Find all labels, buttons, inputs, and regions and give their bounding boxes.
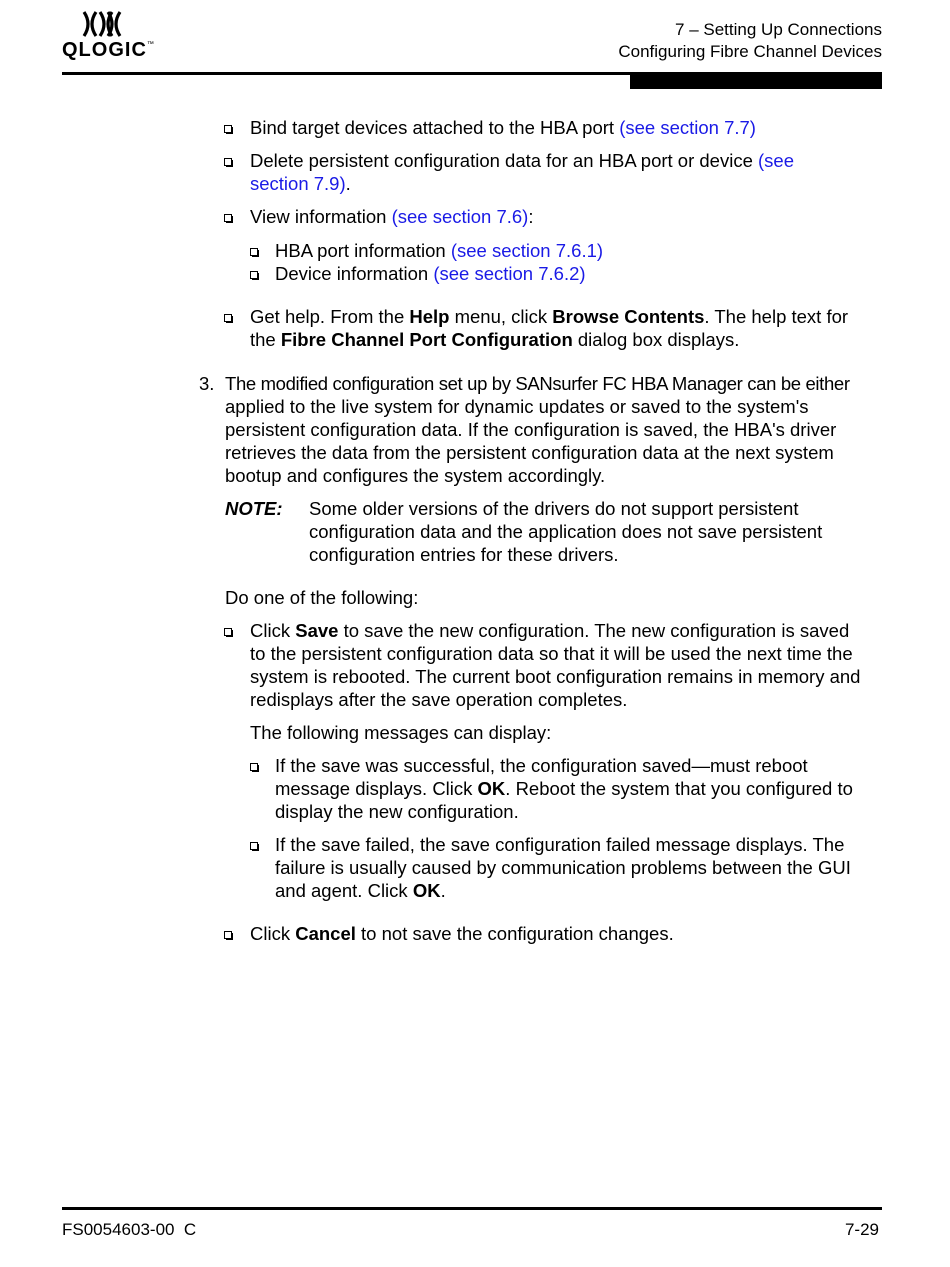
bullet-icon <box>250 262 260 285</box>
msg-success-line: If the save was successful, the configuration saved—must reboot <box>275 755 808 776</box>
save-line: to the persistent configuration data so that it will be used the next time the <box>250 643 853 664</box>
msg-failed-line: failure is usually caused by communication problems between the GUI <box>275 857 851 878</box>
link-section-7-9-b[interactable]: section 7.9) <box>250 173 346 194</box>
do-one-text: Do one of the following: <box>225 587 419 608</box>
bullet-icon <box>250 239 260 262</box>
step3-line: The modified configuration set up by SANsurfer FC HBA Manager can be either <box>225 373 850 394</box>
list-item-save: Click Save to save the new configuration. The new configuration is saved <box>250 620 850 641</box>
list-item-delete: Delete persistent configuration data for an HBA port or device (see <box>250 150 795 171</box>
list-item-view: View information (see section 7.6): <box>250 206 534 227</box>
list-item-delete-cont: section 7.9). <box>250 173 351 194</box>
list-item-device: Device information (see section 7.6.2) <box>275 263 586 284</box>
step3-line: applied to the live system for dynamic updates or saved to the system's <box>225 396 809 417</box>
bullet-icon <box>250 833 260 856</box>
list-item-cancel: Click Cancel to not save the configuration changes. <box>250 923 674 944</box>
msg-success-line: display the new configuration. <box>275 801 519 822</box>
chapter-title: 7 – Setting Up Connections <box>675 20 882 39</box>
header-tab-bar <box>630 75 882 89</box>
link-section-7-6-2[interactable]: (see section 7.6.2) <box>433 263 586 284</box>
note-line: configuration entries for these drivers. <box>309 544 619 565</box>
save-line: redisplays after the save operation completes. <box>250 689 628 710</box>
note-label: NOTE: <box>225 498 283 519</box>
following-messages: The following messages can display: <box>250 722 552 743</box>
logo-wordmark: QLOGIC™ <box>62 39 155 61</box>
bullet-icon <box>224 149 234 172</box>
note-line: Some older versions of the drivers do not support persistent <box>309 498 799 519</box>
msg-failed-line: If the save failed, the save configuration failed message displays. The <box>275 834 845 855</box>
document-id: FS0054603-00 C <box>62 1220 197 1239</box>
step3-line: retrieves the data from the persistent configuration data at the next system <box>225 442 834 463</box>
link-section-7-7[interactable]: (see section 7.7) <box>619 117 756 138</box>
bullet-icon <box>224 305 234 328</box>
msg-success-line: message displays. Click OK. Reboot the system that you configured to <box>275 778 853 799</box>
page-number: 7-29 <box>844 1220 879 1239</box>
qlogic-logo <box>62 10 155 62</box>
section-title: Configuring Fibre Channel Devices <box>618 42 882 61</box>
save-line: system is rebooted. The current boot configuration remains in memory and <box>250 666 861 687</box>
bullet-icon <box>224 205 234 228</box>
link-section-7-6-1[interactable]: (see section 7.6.1) <box>450 240 604 261</box>
list-item-help: Get help. From the Help menu, click Browse Contents. The help text for <box>250 306 849 327</box>
step-number: 3. <box>199 373 215 394</box>
bullet-icon <box>224 116 234 139</box>
link-section-7-6[interactable]: (see section 7.6) <box>391 206 529 227</box>
list-item-bind: Bind target devices attached to the HBA port (see section 7.7) <box>250 117 756 138</box>
list-item-hba-port: HBA port information (see section 7.6.1) <box>275 240 604 261</box>
running-header <box>618 19 882 63</box>
link-section-7-9-a[interactable]: (see <box>758 150 795 171</box>
note-line: configuration data and the application does not save persistent <box>309 521 823 542</box>
bullet-icon <box>224 619 234 642</box>
footer-rule <box>62 1207 882 1210</box>
list-item-help-cont: the Fibre Channel Port Configuration dialog box displays. <box>250 329 740 350</box>
msg-failed-line: and agent. Click OK. <box>275 880 446 901</box>
bullet-icon <box>224 922 234 945</box>
bullet-icon <box>250 754 260 777</box>
step3-line: persistent configuration data. If the configuration is saved, the HBA's driver <box>225 419 837 440</box>
qlogic-logo-icon <box>82 10 126 38</box>
step3-line: bootup and configures the system accordingly. <box>225 465 606 486</box>
